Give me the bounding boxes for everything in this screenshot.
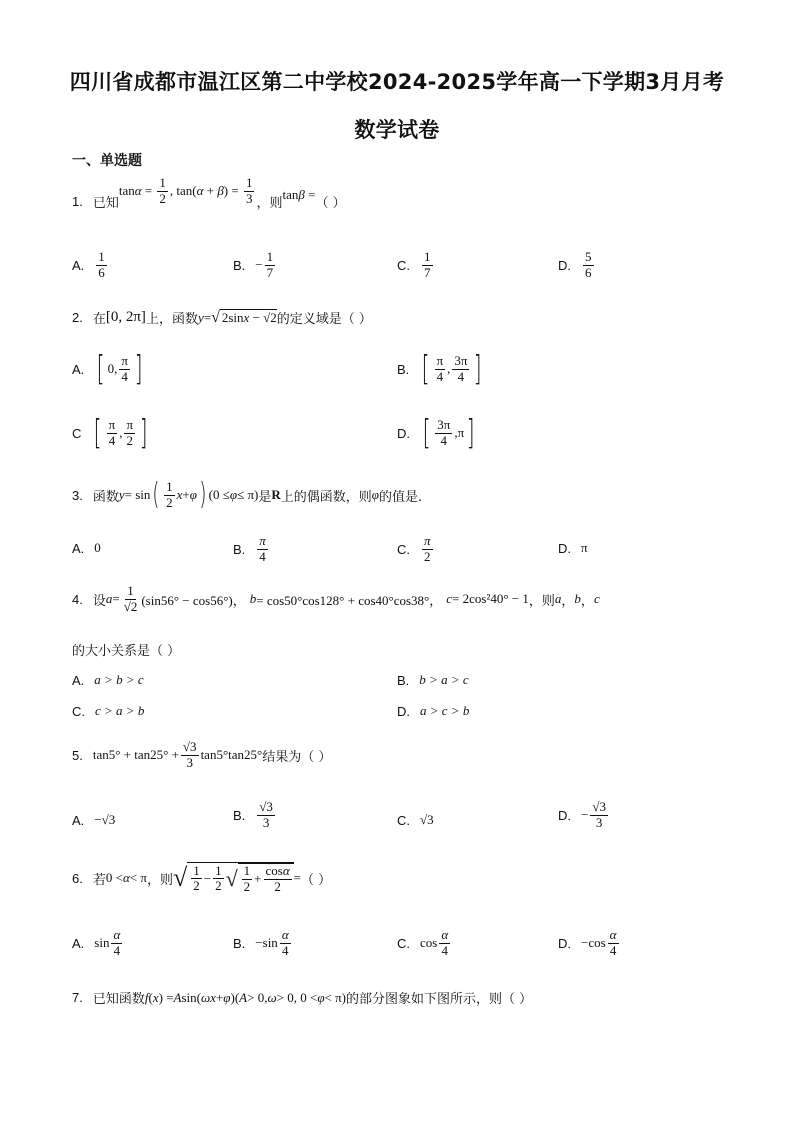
q3-option-c: C. $\frac{\pi}{2}$ (397, 533, 431, 564)
question-2: 2. 在 [0, 2π] 上，函数 y = √ 2sinx − √2 的定义域是（ ） (72, 308, 372, 327)
q4-option-d: D. a > c > b (397, 703, 470, 719)
q3-option-b: B. $\frac{\pi}{4}$ (233, 533, 266, 564)
q6-option-d: D. −cos $\frac{\alpha}{4}$ (558, 927, 617, 958)
q5-option-a: A. −√3 (72, 812, 116, 828)
q1-option-b: B. − $\frac{1}{7}$ (233, 249, 274, 280)
q4-option-c: C. c > a > b (72, 703, 145, 719)
exam-title: 四川省成都市温江区第二中学校2024-2025学年高一下学期3月月考 (69, 70, 725, 94)
question-4: 4. 设 a = $\frac{1}{√2}$ (sin56° − cos56°)， b = cos50°cos128° + cos40°cos38°， c = 2cos²40° − 1 ，则 a ， b ， c (72, 583, 600, 614)
q5-option-c: C. √3 (397, 812, 434, 828)
section-heading: 一、单选题 (72, 153, 142, 169)
question-5: 5. tan5° + tan25° + $\frac{√3}{3}$ tan5°tan25° 结果为（ ） (72, 739, 332, 770)
question-3: 3. 函数 y = sin ( $\frac{1}{2}$ x + φ ) (0 ≤ φ ≤ π) 是 R 上的偶函数，则 φ 的值是. (72, 477, 423, 513)
q4-option-a: A. a > b > c (72, 672, 144, 688)
q2-option-a: A. [ 0, $\frac{\pi}{4}$ ] (72, 349, 143, 389)
q3-option-d: D. π (558, 540, 588, 556)
q3-option-a: A. 0 (72, 540, 101, 556)
question-1: 1. 已知 tanα = $\frac{1}{2}$ , tan(α + β) = $\frac{1}{3}$ ，则 tanβ = （ ） (72, 175, 346, 211)
q2-option-d: D. [ $\frac{3\pi}{4}$ ,π ] (397, 413, 475, 453)
q5-option-d: D. − $\frac{√3}{3}$ (558, 799, 606, 830)
q4-option-b: B. b > a > c (397, 672, 469, 688)
q6-option-b: B. −sin $\frac{\alpha}{4}$ (233, 927, 289, 958)
q2-option-b: B. [ $\frac{\pi}{4}$ , $\frac{3\pi}{4}$ ] (397, 349, 483, 389)
exam-subtitle: 数学试卷 (354, 118, 440, 142)
q2-option-c: C [ $\frac{\pi}{4}$ , $\frac{\pi}{2}$ ] (72, 413, 148, 453)
question-4-cont: 的大小关系是（ ） (72, 644, 181, 659)
q5-option-b: B. $\frac{√3}{3}$ (233, 799, 273, 830)
q6-option-c: C. cos $\frac{\alpha}{4}$ (397, 927, 449, 958)
question-7: 7. 已知函数 f ( x ) = A sin( ωx + φ )( A > 0, ω > 0, 0 < φ < π) 的部分图象如下图所示，则（ ） (72, 989, 533, 1007)
q1-option-d: D. $\frac{5}{6}$ (558, 249, 592, 280)
question-6: 6. 若 0 < α < π ，则 √ $\frac{1}{2}$ − $\frac{1}{2}$ √ $\frac{1}{2}$ + $\frac{\cos\alpha}{2}$ = （ ） (72, 862, 332, 894)
q1-condition: tanα = $\frac{1}{2}$ , tan(α + β) = $\frac{1}{3}$ (118, 175, 253, 206)
q1-option-a: A. $\frac{1}{6}$ (72, 249, 105, 280)
q1-option-c: C. $\frac{1}{7}$ (397, 249, 431, 280)
q6-option-a: A. sin $\frac{\alpha}{4}$ (72, 927, 121, 958)
